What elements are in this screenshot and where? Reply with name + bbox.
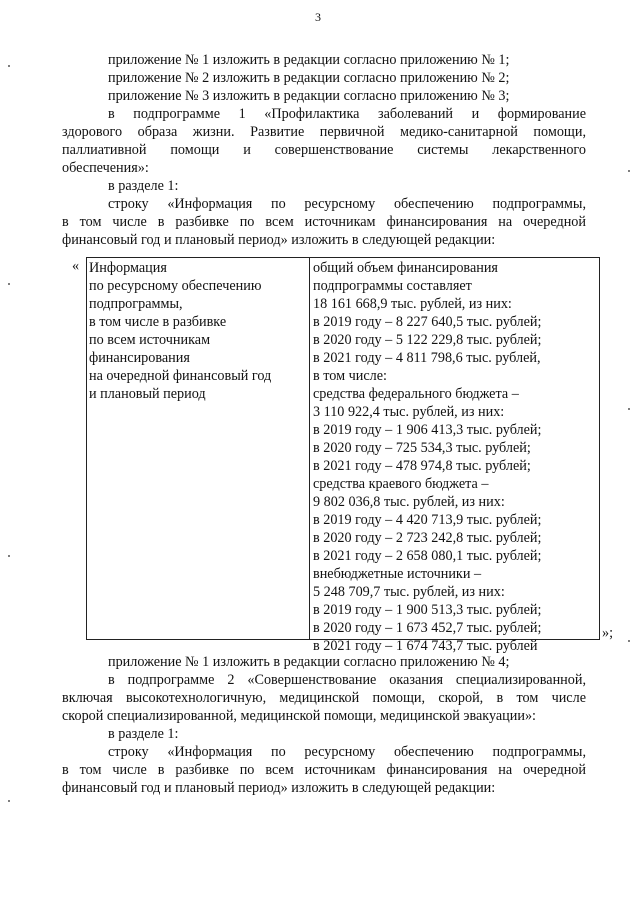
scan-speck (8, 283, 10, 285)
text-line: строку «Информация по ресурсному обеспечению подпрограммы, (108, 744, 586, 760)
text-line: строку «Информация по ресурсному обеспечению подпрограммы, (108, 196, 586, 212)
text-line: в том числе в разбивке по всем источникам финансирования на очередной (62, 762, 586, 778)
section-heading: в разделе 1: (108, 726, 179, 742)
right-cell-line: общий объем финансирования (313, 260, 498, 276)
right-cell-line: 9 802 036,8 тыс. рублей, из них: (313, 494, 505, 510)
text-line: приложение № 1 изложить в редакции согласно приложению № 1; (108, 52, 510, 68)
text-line: включая высокотехнологичную, медицинской помощи, скорой, в том числе (62, 690, 586, 706)
scan-speck (628, 640, 630, 642)
text-line: приложение № 3 изложить в редакции согласно приложению № 3; (108, 88, 510, 104)
left-cell-line: на очередной финансовый год (89, 368, 272, 384)
text-line: паллиативной помощи и совершенствование системы лекарственного (62, 142, 586, 158)
right-cell-line: внебюджетные источники – (313, 566, 482, 582)
text-line: финансовый год и плановый период» изложить в следующей редакции: (62, 232, 496, 248)
right-cell-line: 18 161 668,9 тыс. рублей, из них: (313, 296, 512, 312)
right-cell-line: в 2019 году – 1 906 413,3 тыс. рублей; (313, 422, 542, 438)
section-heading: в разделе 1: (108, 178, 179, 194)
right-cell-line: 3 110 922,4 тыс. рублей, из них: (313, 404, 505, 420)
right-cell-line: в 2019 году – 1 900 513,3 тыс. рублей; (313, 602, 542, 618)
scan-speck (8, 800, 10, 802)
scan-speck (8, 555, 10, 557)
quote-open: « (72, 258, 80, 274)
right-cell-line: в 2021 году – 478 974,8 тыс. рублей; (313, 458, 531, 474)
right-cell-line: в 2021 году – 2 658 080,1 тыс. рублей; (313, 548, 542, 564)
right-cell-line: в 2020 году – 5 122 229,8 тыс. рублей; (313, 332, 542, 348)
table-divider (309, 258, 310, 639)
left-cell-line: в том числе в разбивке (89, 314, 227, 330)
funding-table (86, 257, 600, 654)
right-cell-line: средства краевого бюджета – (313, 476, 489, 492)
text-line: финансовый год и плановый период» изложить в следующей редакции: (62, 780, 496, 796)
right-cell-line: 5 248 709,7 тыс. рублей, из них: (313, 584, 505, 600)
page-number: 3 (315, 10, 321, 24)
text-line: в подпрограмме 2 «Совершенствование оказания специализированной, (108, 672, 586, 688)
left-cell-line: Информация (89, 260, 167, 276)
scan-speck (628, 408, 630, 410)
right-cell-line: подпрограммы составляет (313, 278, 472, 294)
right-cell-line: в 2019 году – 8 227 640,5 тыс. рублей; (313, 314, 542, 330)
right-cell-line: в 2020 году – 725 534,3 тыс. рублей; (313, 440, 531, 456)
right-cell-line: в 2021 году – 1 674 743,7 тыс. рублей (313, 638, 538, 654)
scan-speck (628, 170, 630, 172)
right-cell-line: в 2021 году – 4 811 798,6 тыс. рублей, (313, 350, 541, 366)
text-line: в том числе в разбивке по всем источникам финансирования на очередной (62, 214, 586, 230)
table-left-cell (89, 259, 307, 403)
right-cell-line: средства федерального бюджета – (313, 386, 519, 402)
text-line: в подпрограмме 1 «Профилактика заболеваний и формирование (108, 106, 586, 122)
right-cell-line: в том числе: (313, 368, 387, 384)
text-line: приложение № 1 изложить в редакции согласно приложению № 4; (108, 654, 510, 670)
left-cell-line: по всем источникам (89, 332, 211, 348)
quote-close: »; (602, 625, 614, 641)
text-line: здорового образа жизни. Развитие первичной медико-санитарной помощи, (62, 124, 586, 140)
text-line: приложение № 2 изложить в редакции согласно приложению № 2; (108, 70, 510, 86)
left-cell-line: подпрограммы, (89, 296, 183, 312)
left-cell-line: финансирования (89, 350, 190, 366)
text-line: скорой специализированной, медицинской помощи, медицинской эвакуации»: (62, 708, 536, 724)
left-cell-line: и плановый период (89, 386, 206, 402)
scan-speck (8, 65, 10, 67)
right-cell-line: в 2020 году – 1 673 452,7 тыс. рублей; (313, 620, 542, 636)
left-cell-line: по ресурсному обеспечению (89, 278, 262, 294)
right-cell-line: в 2019 году – 4 420 713,9 тыс. рублей; (313, 512, 542, 528)
right-cell-line: в 2020 году – 2 723 242,8 тыс. рублей; (313, 530, 542, 546)
text-line: обеспечения»: (62, 160, 149, 176)
table-right-cell (313, 259, 599, 655)
